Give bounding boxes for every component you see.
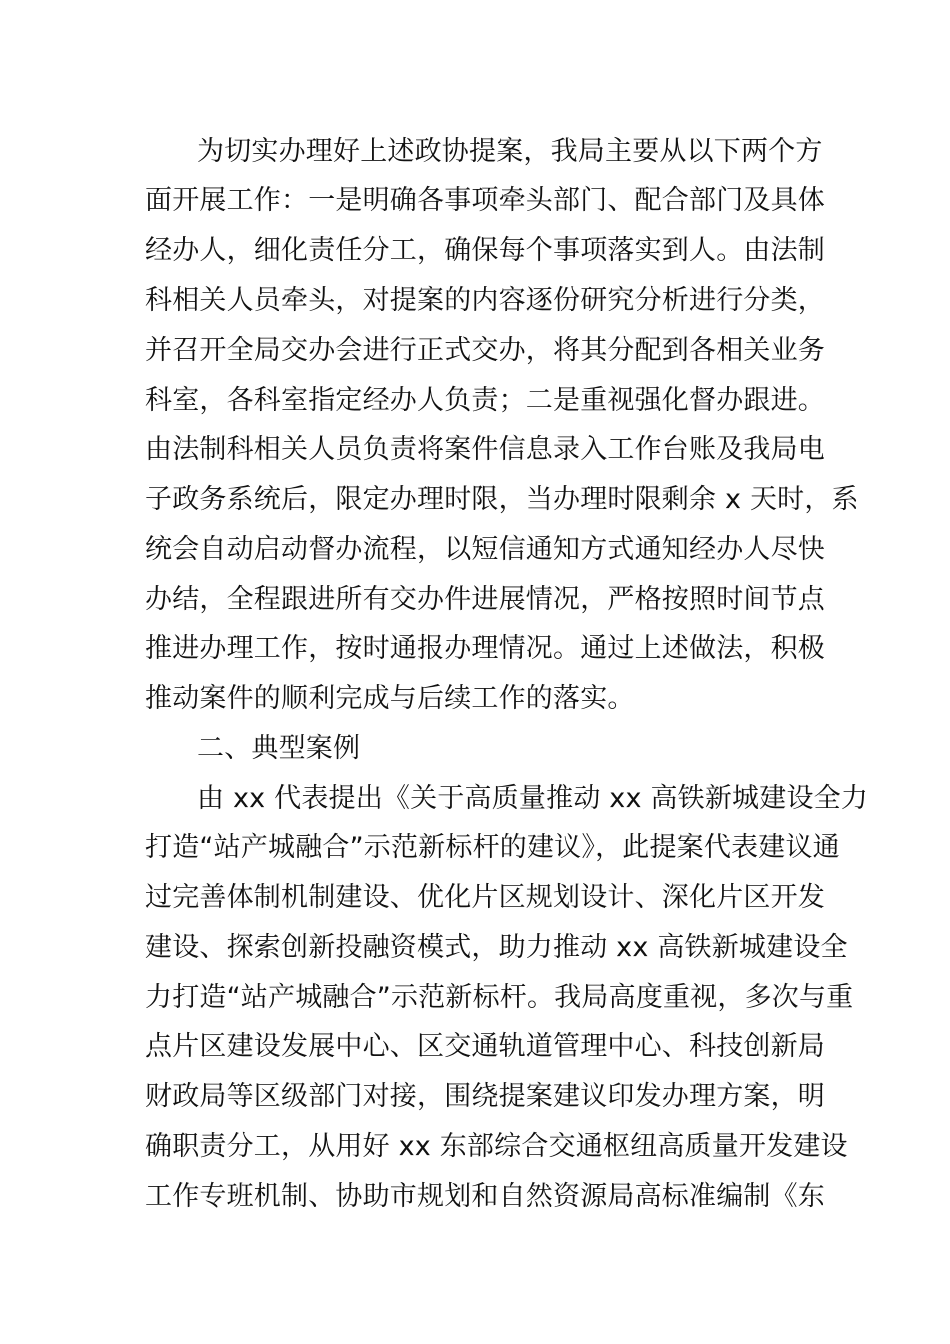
paragraph-1-line-4: 科相关人员牵头，对提案的内容逐份研究分析进行分类， bbox=[145, 285, 825, 316]
paragraph-1-line-8: 子政务系统后，限定办理时限，当办理时限剩余 x 天时，系 bbox=[145, 484, 859, 515]
paragraph-1-line-1: 为切实办理好上述政协提案，我局主要从以下两个方 bbox=[197, 136, 823, 167]
paragraph-2-line-3: 过完善体制机制建设、优化片区规划设计、深化片区开发 bbox=[145, 882, 825, 913]
paragraph-2-line-9: 工作专班机制、协助市规划和自然资源局高标准编制《东 bbox=[145, 1181, 825, 1212]
paragraph-2-line-2: 打造“站产城融合”示范新标杆的建议》，此提案代表建议通 bbox=[145, 832, 840, 863]
paragraph-2-line-6: 点片区建设发展中心、区交通轨道管理中心、科技创新局 bbox=[145, 1031, 825, 1062]
paragraph-1-line-11: 推进办理工作，按时通报办理情况。通过上述做法，积极 bbox=[145, 633, 825, 664]
paragraph-2-line-4: 建设、探索创新投融资模式，助力推动 xx 高铁新城建设全 bbox=[145, 932, 848, 963]
paragraph-1-line-10: 办结，全程跟进所有交办件进展情况，严格按照时间节点 bbox=[145, 584, 825, 615]
paragraph-1-line-12: 推动案件的顺利完成与后续工作的落实。 bbox=[145, 683, 635, 714]
paragraph-1-line-7: 由法制科相关人员负责将案件信息录入工作台账及我局电 bbox=[145, 434, 825, 465]
section-heading: 二、典型案例 bbox=[197, 733, 361, 764]
paragraph-2-line-7: 财政局等区级部门对接，围绕提案建议印发办理方案，明 bbox=[145, 1081, 825, 1112]
paragraph-1-line-3: 经办人，细化责任分工，确保每个事项落实到人。由法制 bbox=[145, 235, 825, 266]
paragraph-1-line-2: 面开展工作：一是明确各事项牵头部门、配合部门及具体 bbox=[145, 185, 825, 216]
paragraph-2-line-1: 由 xx 代表提出《关于高质量推动 xx 高铁新城建设全力 bbox=[197, 783, 869, 814]
paragraph-1-line-5: 并召开全局交办会进行正式交办，将其分配到各相关业务 bbox=[145, 335, 825, 366]
paragraph-1-line-9: 统会自动启动督办流程，以短信通知方式通知经办人尽快 bbox=[145, 534, 825, 565]
paragraph-1-line-6: 科室，各科室指定经办人负责；二是重视强化督办跟进。 bbox=[145, 385, 825, 416]
paragraph-2-line-5: 力打造“站产城融合”示范新标杆。我局高度重视，多次与重 bbox=[145, 982, 854, 1013]
paragraph-2-line-8: 确职责分工，从用好 xx 东部综合交通枢纽高质量开发建设 bbox=[145, 1131, 848, 1162]
